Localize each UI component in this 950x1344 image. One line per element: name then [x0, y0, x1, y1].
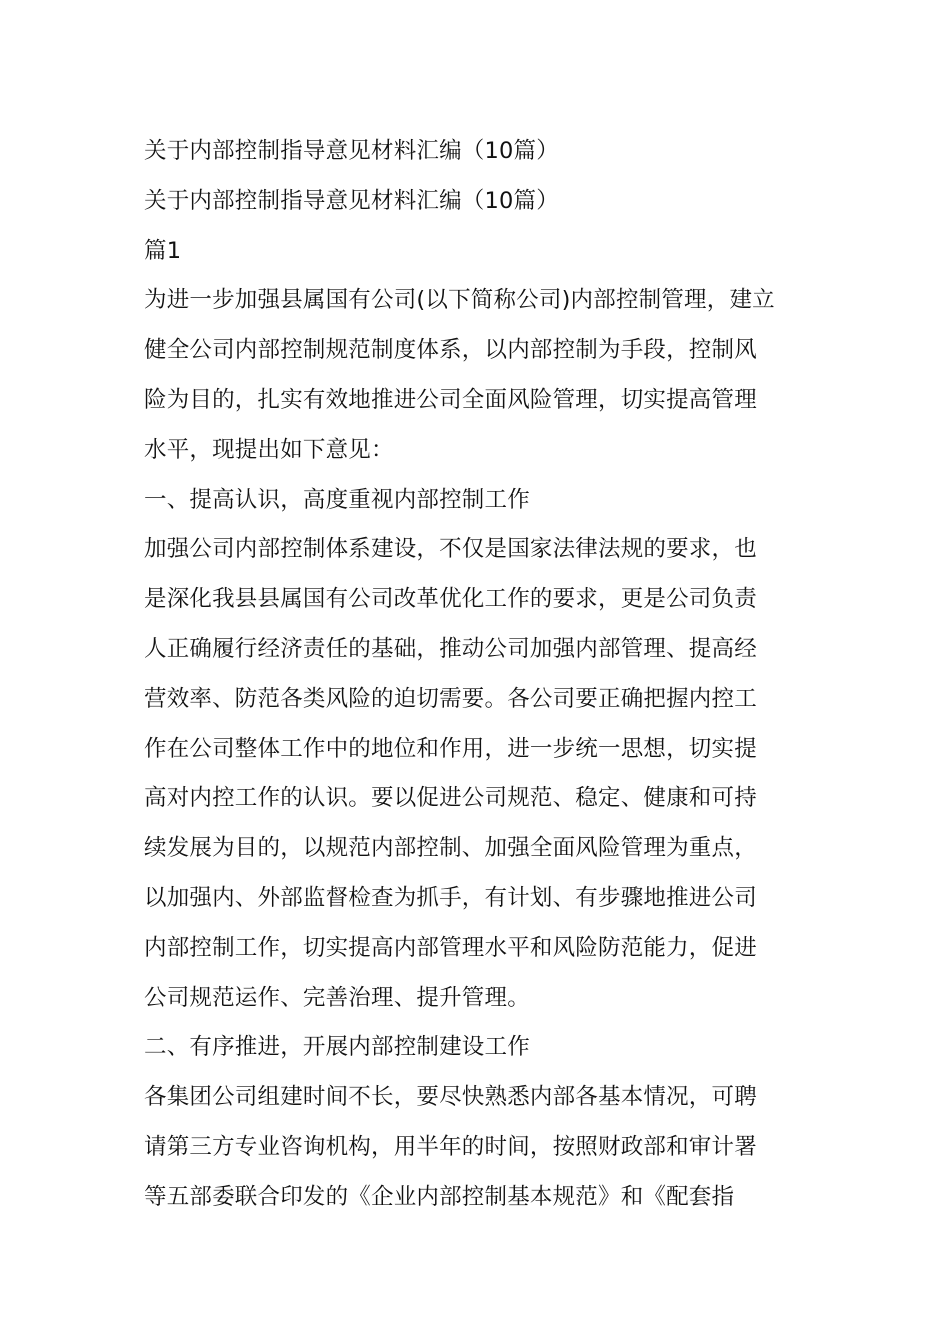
chapter-heading: 篇1: [144, 237, 182, 264]
text-line: 等五部委联合印发的《企业内部控制基本规范》和《配套指: [144, 1183, 735, 1210]
text-line: 高对内控工作的认识。要以促进公司规范、稳定、健康和可持: [144, 785, 757, 812]
text-line: 险为目的，扎实有效地推进公司全面风险管理，切实提高管理: [144, 386, 757, 413]
text-line: 加强公司内部控制体系建设，不仅是国家法律法规的要求，也: [144, 536, 757, 563]
text-line: 是深化我县县属国有公司改革优化工作的要求，更是公司负责: [144, 586, 757, 613]
text-line: 健全公司内部控制规范制度体系，以内部控制为手段，控制风: [144, 337, 757, 364]
section-heading: 一、提高认识，高度重视内部控制工作: [144, 486, 530, 513]
text-line: 水平，现提出如下意见：: [144, 436, 394, 463]
text-line: 作在公司整体工作中的地位和作用，进一步统一思想，切实提: [144, 735, 757, 762]
document-subtitle: 关于内部控制指导意见材料汇编（10篇）: [144, 187, 559, 214]
document-body: [144, 127, 810, 1223]
text-line: 为进一步加强县属国有公司(以下简称公司)内部控制管理，建立: [144, 287, 775, 314]
text-line: 内部控制工作，切实提高内部管理水平和风险防范能力，促进: [144, 934, 757, 961]
text-line: 续发展为目的，以规范内部控制、加强全面风险管理为重点，: [144, 835, 757, 862]
text-line: 人正确履行经济责任的基础，推动公司加强内部管理、提高经: [144, 635, 757, 662]
section-heading: 二、有序推进，开展内部控制建设工作: [144, 1034, 530, 1061]
text-line: 营效率、防范各类风险的迫切需要。各公司要正确把握内控工: [144, 685, 757, 712]
text-line: 以加强内、外部监督检查为抓手，有计划、有步骤地推进公司: [144, 884, 757, 911]
text-line: 请第三方专业咨询机构，用半年的时间，按照财政部和审计署: [144, 1133, 757, 1160]
text-line: 各集团公司组建时间不长，要尽快熟悉内部各基本情况，可聘: [144, 1084, 757, 1111]
text-line: 公司规范运作、完善治理、提升管理。: [144, 984, 530, 1011]
document-title: 关于内部控制指导意见材料汇编（10篇）: [144, 138, 559, 164]
